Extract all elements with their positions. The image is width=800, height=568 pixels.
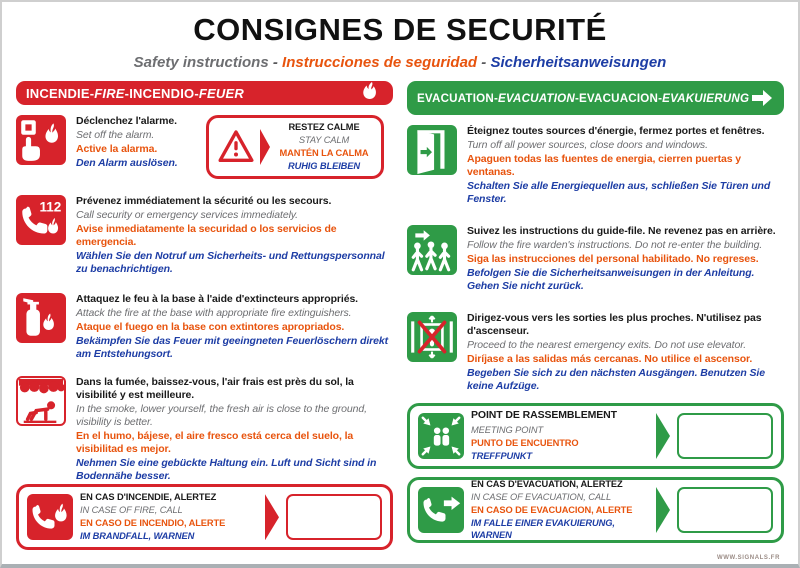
evacuation-instruction-text [467,312,784,394]
subtitle-es: Instrucciones de seguridad [282,54,478,71]
instruction-en: Proceed to the nearest emergency exits. Do not use elevator. [467,339,747,352]
fire-call-banner [16,484,393,550]
subtitle-separator: - [477,54,491,71]
fire-alarm-icon [16,115,66,165]
evacuation-instruction-text [467,225,784,294]
instruction-de: Begeben Sie sich zu den nächsten Ausgängen. Benutzen Sie keine Aufzüge. [467,367,765,393]
chevron-right-icon [265,494,279,540]
instruction-fr: Suivez les instructions du guide-file. Ne revenez pas en arrière. [467,225,776,238]
evacuation-section-header [407,81,784,115]
fire-section-header [16,81,393,105]
page-subtitle [2,54,798,71]
call-de: IM BRANDFALL, WARNEN [80,531,195,542]
dash: - [89,85,95,101]
call-en: IN CASE OF FIRE, CALL [80,505,183,516]
fire-instruction-row [16,115,393,179]
exit-door-icon [407,125,457,175]
calm-en: STAY CALM [298,134,350,145]
instruction-en: Attack the fire at the base with appropriate fire extinguishers. [76,307,352,320]
instruction-fr: Dirigez-vous vers les sorties les plus proches. N'utilisez pas d'ascenseur. [467,312,762,338]
assembly-point-icon [418,413,464,459]
instruction-en: Turn off all power sources, close doors and windows. [467,139,708,152]
instruction-es: Avise inmediatamente la securidad o los servicios de emergencia. [76,223,337,249]
calm-es: MANTÉN LA CALMA [279,148,369,158]
call-es: EN CASO DE INCENDIO, ALERTE [80,518,226,529]
instruction-de: Nehmen Sie eine gebückte Haltung ein. Luft und Sicht sind in Bodennähe besser. [76,457,377,483]
instruction-en: Follow the fire warden's instructions. Do not re-enter the building. [467,239,763,252]
instruction-es: Siga las instrucciones del personal habilitado. No regreses. [467,253,759,266]
dash: - [493,91,498,105]
subtitle-en: Safety instructions [133,54,269,71]
publisher-credit: WWW.SIGNALS.FR [716,555,780,561]
phone-arrow-icon [418,487,464,533]
no-elevator-icon [407,312,457,362]
instruction-en: Call security or emergency services immediately. [76,209,298,222]
fire-instruction-text [76,115,196,171]
evacuation-instruction-text [467,125,784,207]
subtitle-separator: - [268,54,283,71]
dash: - [574,91,579,105]
evacuation-section-title [417,92,750,105]
instruction-fr: Prévenez immédiatement la sécurité ou les secours. [76,195,332,207]
evac-header-es: EVACUACION [579,91,659,105]
poster-header [2,2,798,71]
fire-instruction-row [16,293,393,362]
fire-header-en: FIRE [94,85,125,101]
meeting-point-text [471,409,649,463]
evac-header-fr: EVACUATION [417,91,494,105]
chevron-right-icon [656,413,670,459]
calm-fr: RESTEZ CALME [288,121,360,132]
fire-phone-write-in-box [286,494,382,540]
fire-call-text [80,491,258,543]
meeting-en: MEETING POINT [471,424,544,435]
evacuation-call-banner [407,477,784,543]
meeting-es: PUNTO DE ENCUENTRO [471,437,579,448]
fire-instruction-text [76,376,393,484]
fire-extinguisher-icon [16,293,66,343]
chevron-right-icon [656,487,670,533]
instruction-de: Bekämpfen Sie das Feuer mit geeingneten Feuerlöschern direkt am Entstehungsort. [76,335,389,361]
warning-triangle-icon [216,127,256,167]
meeting-de: TREFFPUNKT [471,450,532,461]
emergency-number: 112 [39,199,62,215]
fire-header-de: FEUER [198,85,244,101]
instruction-fr: Déclenchez l'alarme. [76,115,177,127]
evacuation-instruction-row [407,225,784,294]
call-fr: EN CAS D'EVACUATION, ALERTEZ [471,478,623,489]
fire-instruction-text [76,195,393,277]
instruction-fr: Dans la fumée, baissez-vous, l'air frais est près du sol, la visibilité y est meilleure. [76,376,354,402]
evac-header-de: EVAKUIERUNG [662,91,750,105]
fire-section-title [26,86,359,101]
fire-instruction-row [16,376,393,484]
fire-column [16,81,393,543]
instruction-es: Active la alarma. [76,143,158,156]
dash: - [194,85,199,101]
instruction-fr: Attaquez le feu à la base à l'aide d'extincteurs appropriés. [76,293,359,306]
instruction-es: Apaguen todas las fuentes de energia, cierren puertas y ventanas. [467,153,742,179]
fire-header-es: INCENDIO [129,85,195,101]
phone-112-icon [16,195,66,245]
smoke-crawl-icon [16,376,66,426]
fire-instruction-row [16,195,393,277]
evacuation-phone-write-in-box [677,487,773,533]
instruction-de: Wählen Sie den Notruf um Sicherheits- und Rettungspersonnal zu benachrichtigen. [76,250,385,276]
instruction-es: En el humo, bájese, el aire fresco está cerca del suelo, la visibilitad es mejor. [76,430,354,456]
evacuation-call-text [471,478,649,542]
instruction-fr: Éteignez toutes sources d'énergie, fermez portes et fenêtres. [467,125,765,137]
call-es: EN CASO DE EVACUACION, ALERTE [471,504,633,515]
chevron-right-icon [260,129,270,165]
fire-header-fr: INCENDIE [26,85,90,101]
page-title: CONSIGNES DE SECURITÉ [193,12,607,47]
follow-people-icon [407,225,457,275]
flame-icon [359,81,383,105]
instruction-de: Schalten Sie alle Energiequellen aus, schließen Sie Türen und Fenster. [467,180,771,206]
meeting-point-banner [407,403,784,469]
meeting-fr: POINT DE RASSEMBLEMENT [471,409,617,422]
stay-calm-text [274,121,374,173]
evacuation-column [407,81,784,543]
dash: - [658,91,663,105]
phone-flame-icon [27,494,73,540]
instruction-es: Diríjase a las salidas más cercanas. No utilice el ascensor. [467,353,753,366]
evac-header-en: EVACUATION [498,91,575,105]
fire-instruction-text [76,293,393,362]
meeting-point-write-in-box [677,413,773,459]
call-fr: EN CAS D'INCENDIE, ALERTEZ [80,492,217,503]
instruction-en: Set off the alarm. [76,129,155,142]
stay-calm-badge [206,115,384,179]
evacuation-instruction-row [407,125,784,207]
instruction-en: In the smoke, lower yourself, the fresh air is close to the ground, visibility is better. [76,403,367,429]
instruction-de: Befolgen Sie die Sicherheitsanweisungen in der Anleitung. Gehen Sie nicht zurück. [467,267,755,293]
instruction-es: Ataque el fuego en la base con extintores apropriados. [76,321,345,334]
arrow-right-icon [750,86,774,110]
subtitle-de: Sicherheitsanweisungen [490,54,667,71]
instruction-de: Den Alarm auslösen. [76,157,178,170]
dash: - [124,85,130,101]
calm-de: RUHIG BLEIBEN [287,161,361,172]
call-de: IM FALLE EINER EVAKUIERUNG, WARNEN [471,518,615,541]
evacuation-instruction-row [407,312,784,394]
call-en: IN CASE OF EVACUATION, CALL [471,491,612,502]
